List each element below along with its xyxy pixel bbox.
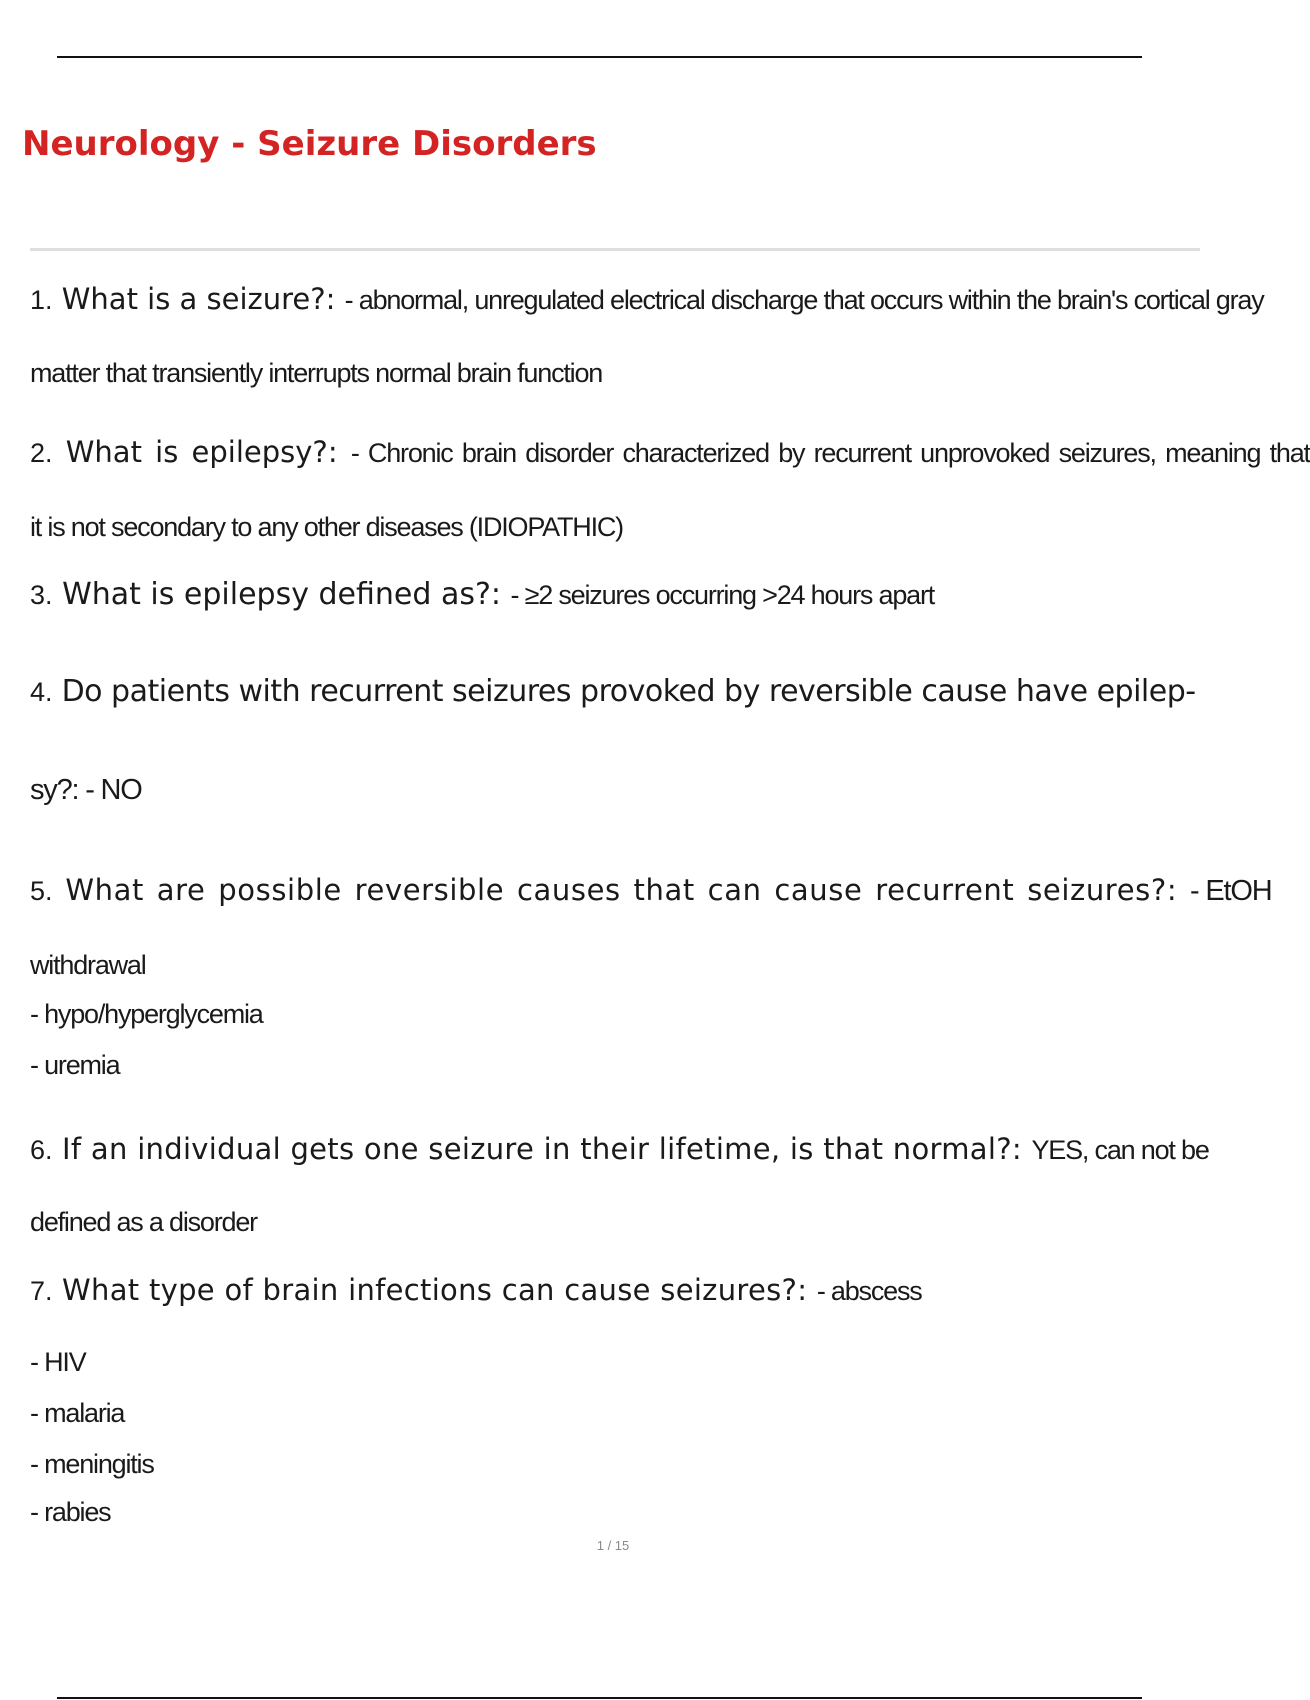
list-item	[30, 1273, 922, 1307]
item-number: 2.	[30, 438, 53, 468]
title-separator	[30, 248, 1200, 251]
answer-text: withdrawal	[30, 950, 146, 980]
question-text: If an individual gets one seizure in their lifetime, is that normal?:	[52, 1132, 1032, 1166]
list-item	[30, 873, 1271, 908]
list-item	[30, 1132, 1209, 1166]
item-number: 3.	[30, 580, 53, 610]
list-item	[30, 435, 1310, 469]
question-text: What is a seizure?:	[52, 282, 345, 316]
answer-continuation	[30, 999, 263, 1030]
question-text: What are possible reversible causes that can cause recurrent seizures?:	[52, 873, 1191, 907]
page-number: 1 / 15	[596, 1538, 630, 1553]
page-title: Neurology - Seizure Disorders	[22, 124, 597, 164]
answer-text: YES, can not be	[1031, 1135, 1209, 1165]
answer-text: it is not secondary to any other diseases (IDIOPATHIC)	[30, 512, 623, 542]
answer-continuation	[30, 1207, 257, 1238]
item-number: 6.	[30, 1135, 53, 1165]
answer-text: - EtOH	[1190, 875, 1272, 907]
question-text: What type of brain infections can cause seizures?:	[52, 1273, 817, 1307]
answer-continuation	[30, 774, 142, 807]
item-number: 7.	[30, 1276, 53, 1306]
bottom-rule	[57, 1697, 1142, 1699]
answer-text: - hypo/hyperglycemia	[30, 999, 263, 1029]
answer-text: matter that transiently interrupts normal brain function	[30, 358, 603, 388]
answer-continuation	[30, 358, 602, 389]
answer-continuation	[30, 1398, 124, 1429]
top-rule	[57, 56, 1142, 58]
answer-text: - ≥2 seizures occurring >24 hours apart	[510, 580, 935, 610]
answer-continuation	[30, 950, 146, 981]
question-text: What is epilepsy?:	[52, 435, 351, 469]
answer-text: - rabies	[30, 1497, 111, 1527]
list-item	[30, 674, 1196, 709]
list-item	[30, 282, 1264, 316]
answer-continuation	[30, 1497, 110, 1528]
answer-text: defined as a disorder	[30, 1207, 257, 1237]
answer-text: - Chronic brain disorder characterized by recurrent unprovoked seizures, meaning that	[350, 438, 1310, 468]
answer-text: - abscess	[816, 1276, 922, 1306]
answer-continuation	[30, 1449, 154, 1480]
answer-text: - HIV	[30, 1347, 86, 1377]
item-number: 1.	[30, 285, 53, 315]
answer-text: sy?: - NO	[30, 774, 142, 806]
answer-continuation	[30, 1050, 119, 1081]
question-text: What is epilepsy defined as?:	[52, 577, 511, 612]
answer-continuation	[30, 512, 623, 543]
item-number: 5.	[30, 876, 53, 906]
question-text: Do patients with recurrent seizures provoked by reversible cause have epilep-	[52, 674, 1196, 709]
answer-text: - abnormal, unregulated electrical discharge that occurs within the brain's cortical gray	[344, 285, 1264, 315]
list-item	[30, 577, 934, 612]
answer-continuation	[30, 1347, 86, 1378]
answer-text: - malaria	[30, 1398, 125, 1428]
answer-text: - uremia	[30, 1050, 120, 1080]
item-number: 4.	[30, 677, 53, 707]
answer-text: - meningitis	[30, 1449, 154, 1479]
